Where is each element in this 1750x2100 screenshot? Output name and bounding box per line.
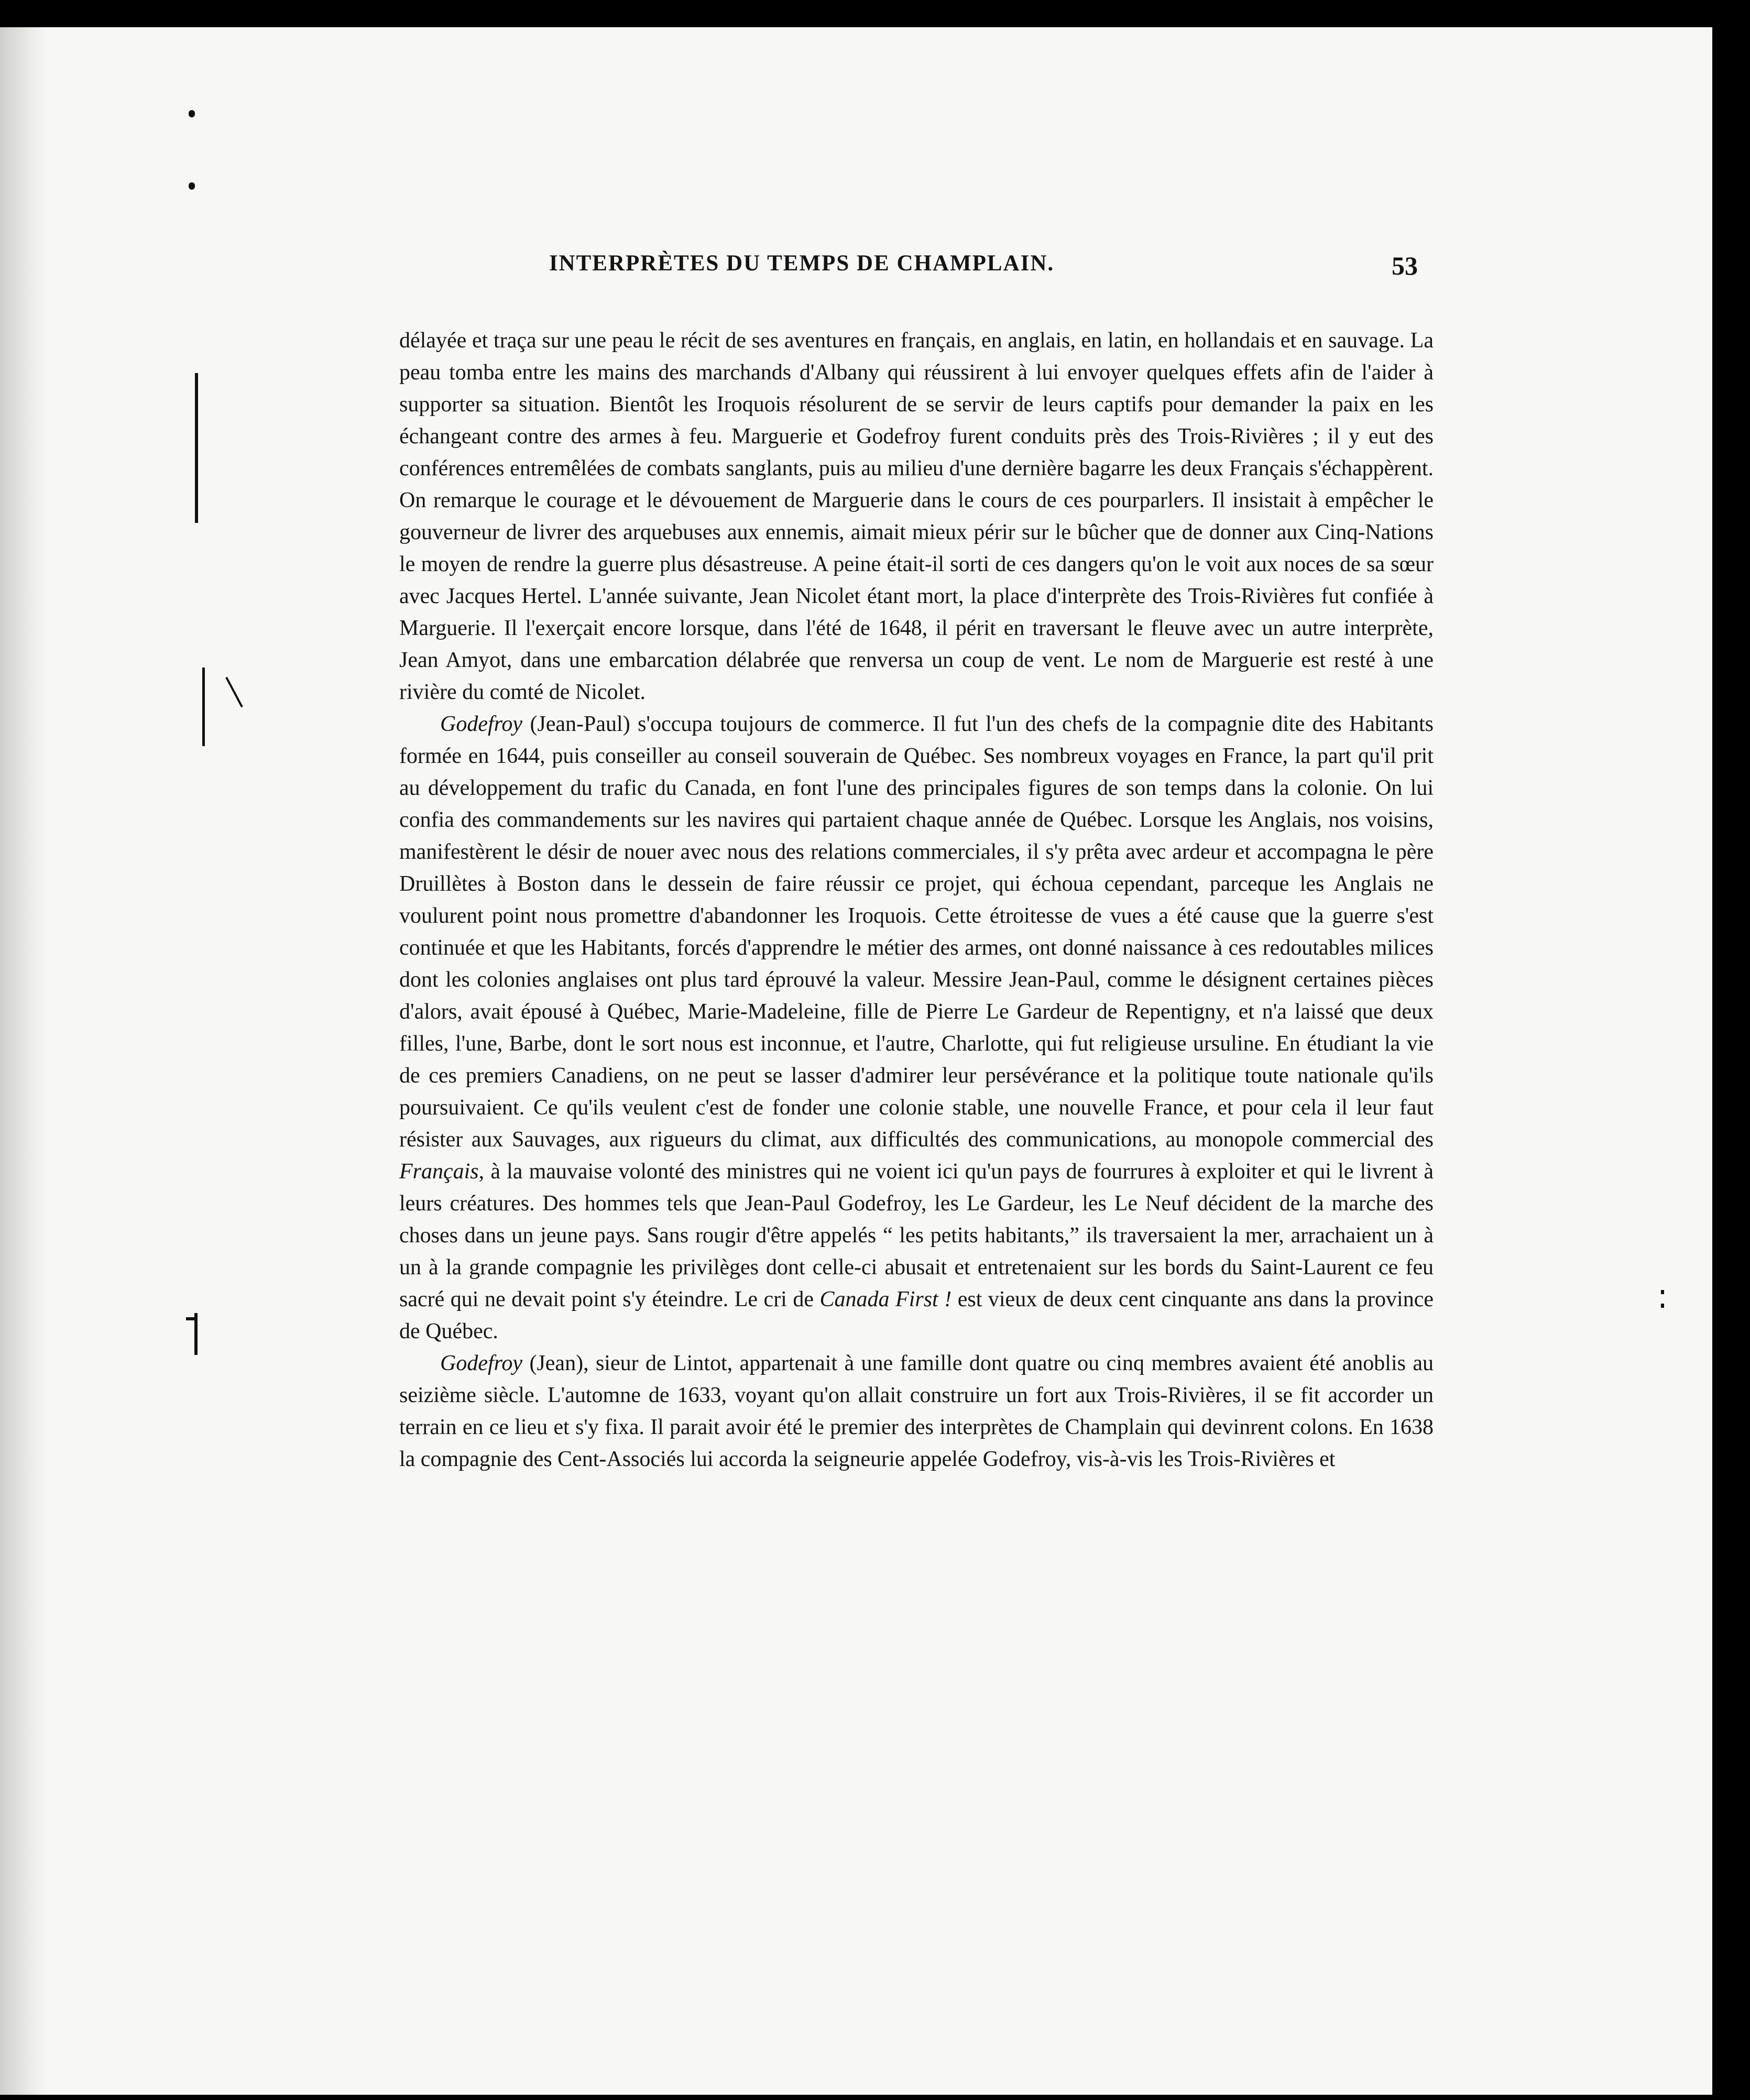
margin-dot-mark (1661, 1290, 1664, 1294)
italic-term: Canada First ! (819, 1287, 952, 1311)
margin-dot-mark (189, 182, 195, 190)
margin-slash-mark (225, 677, 243, 707)
italic-term: Français (399, 1160, 479, 1184)
paragraph-jean-godefroy (399, 1348, 1434, 1475)
binding-gutter (0, 27, 47, 2095)
paragraph-jean-paul-godefroy (399, 708, 1434, 1348)
scan-bottom-border (0, 2095, 1750, 2100)
scan-right-border (1712, 0, 1750, 2100)
margin-line-mark (195, 373, 198, 523)
paragraph-text: est vieux de deux cent cinquante ans dans la province de Québec. (399, 1287, 1434, 1343)
scan-top-border (0, 0, 1750, 27)
margin-tick-mark (186, 1317, 198, 1320)
paragraph-text: (Jean), sieur de Lintot, appartenait à une famille dont quatre ou cinq membres avaient été anoblis au seizième siècle. L'automne de 1633, voyant qu'on allait construire un fort aux Trois-Rivières, il se fit accorder un terrain en ce lieu et s'y fixa. Il parait avoir été le premier des interprètes de Champlain qui devinrent colons. En 1638 la compagnie des Cent-Associés lui accorda la seigneurie appelée Godefroy, vis-à-vis les Trois-Rivières et (399, 1351, 1434, 1471)
margin-line-mark (202, 668, 205, 746)
running-head-title: INTERPRÈTES DU TEMPS DE CHAMPLAIN. (549, 251, 1055, 276)
entry-name: Godefroy (440, 712, 523, 736)
page-number: 53 (1392, 251, 1418, 280)
body-text (399, 325, 1434, 1475)
entry-name: Godefroy (440, 1351, 523, 1375)
book-page (0, 27, 1712, 2095)
paragraph-text: , à la mauvaise volonté des ministres qui ne voient ici qu'un pays de fourrures à exploiter et qui le livrent à leurs créatures. Des hommes tels que Jean-Paul Godefroy, les Le Gardeur, les Le Neuf décident de la marche des choses dans un jeune pays. Sans rougir d'être appelés “ les petits habitants,” ils traversaient la mer, arrachaient un à un à la grande compagnie les privilèges dont celle-ci abusait et entretenaient sur les bords du Saint-Laurent ce feu sacré qui ne devait point s'y éteindre. Le cri de (399, 1160, 1434, 1311)
paragraph-marguerie: délayée et traça sur une peau le récit de ses aventures en français, en anglais, en latin, en hollandais et en sauvage. La peau tomba entre les mains des marchands d'Albany qui réussirent à lui envoyer quelques effets afin de l'aider à supporter sa situation. Bientôt les Iroquois résolurent de se servir de leurs captifs pour demander la paix en les échangeant contre des armes à feu. Marguerie et Godefroy furent conduits près des Trois-Rivières ; il y eut des conférences entremêlées de combats sanglants, puis au milieu d'une dernière bagarre les deux Français s'échappèrent. On remarque le courage et le dévouement de Marguerie dans le cours de ces pourparlers. Il insistait à empêcher le gouverneur de livrer des arquebuses aux ennemis, aimait mieux périr sur le bûcher que de donner aux Cinq-Nations le moyen de rendre la guerre plus désastreuse. A peine était-il sorti de ces dangers qu'on le voit aux noces de sa sœur avec Jacques Hertel. L'année suivante, Jean Nicolet étant mort, la place d'interprète des Trois-Rivières fut confiée à Marguerie. Il l'exerçait encore lorsque, dans l'été de 1648, il périt en traversant le fleuve avec un autre interprète, Jean Amyot, dans une embarcation délabrée que renversa un coup de vent. Le nom de Marguerie est resté à une rivière du comté de Nicolet. (399, 329, 1434, 704)
margin-dot-mark (1661, 1304, 1664, 1308)
paragraph-text: (Jean-Paul) s'occupa toujours de commerce. Il fut l'un des chefs de la compagnie dite des Habitants formée en 1644, puis conseiller au conseil souverain de Québec. Ses nombreux voyages en France, la part qu'il prit au développement du trafic du Canada, en font l'une des principales figures de son temps dans la colonie. On lui confia des commandements sur les navires qui partaient chaque année de Québec. Lorsque les Anglais, nos voisins, manifestèrent le désir de nouer avec nous des relations commerciales, il s'y prêta avec ardeur et accompagna le père Druillètes à Boston dans le dessein de faire réussir ce projet, qui échoua cependant, parceque les Anglais ne voulurent point nous promettre d'abandonner les Iroquois. Cette étroitesse de vues a été cause que la guerre s'est continuée et que les Habitants, forcés d'apprendre le métier des armes, ont donné naissance à ces redoutables milices dont les colonies anglaises ont plus tard éprouvé la valeur. Messire Jean-Paul, comme le désignent certaines pièces d'alors, avait épousé à Québec, Marie-Madeleine, fille de Pierre Le Gardeur de Repentigny, et n'a laissé que deux filles, l'une, Barbe, dont le sort nous est inconnue, et l'autre, Charlotte, qui fut religieuse ursuline. En étudiant la vie de ces premiers Canadiens, on ne peut se lasser d'admirer leur persévérance et la politique toute nationale qu'ils poursuivaient. Ce qu'ils veulent c'est de fonder une colonie stable, une nouvelle France, et pour cela il leur faut résister aux Sauvages, aux rigueurs du climat, aux difficultés des communications, au monopole commercial des (399, 712, 1434, 1152)
margin-dot-mark (189, 110, 195, 117)
